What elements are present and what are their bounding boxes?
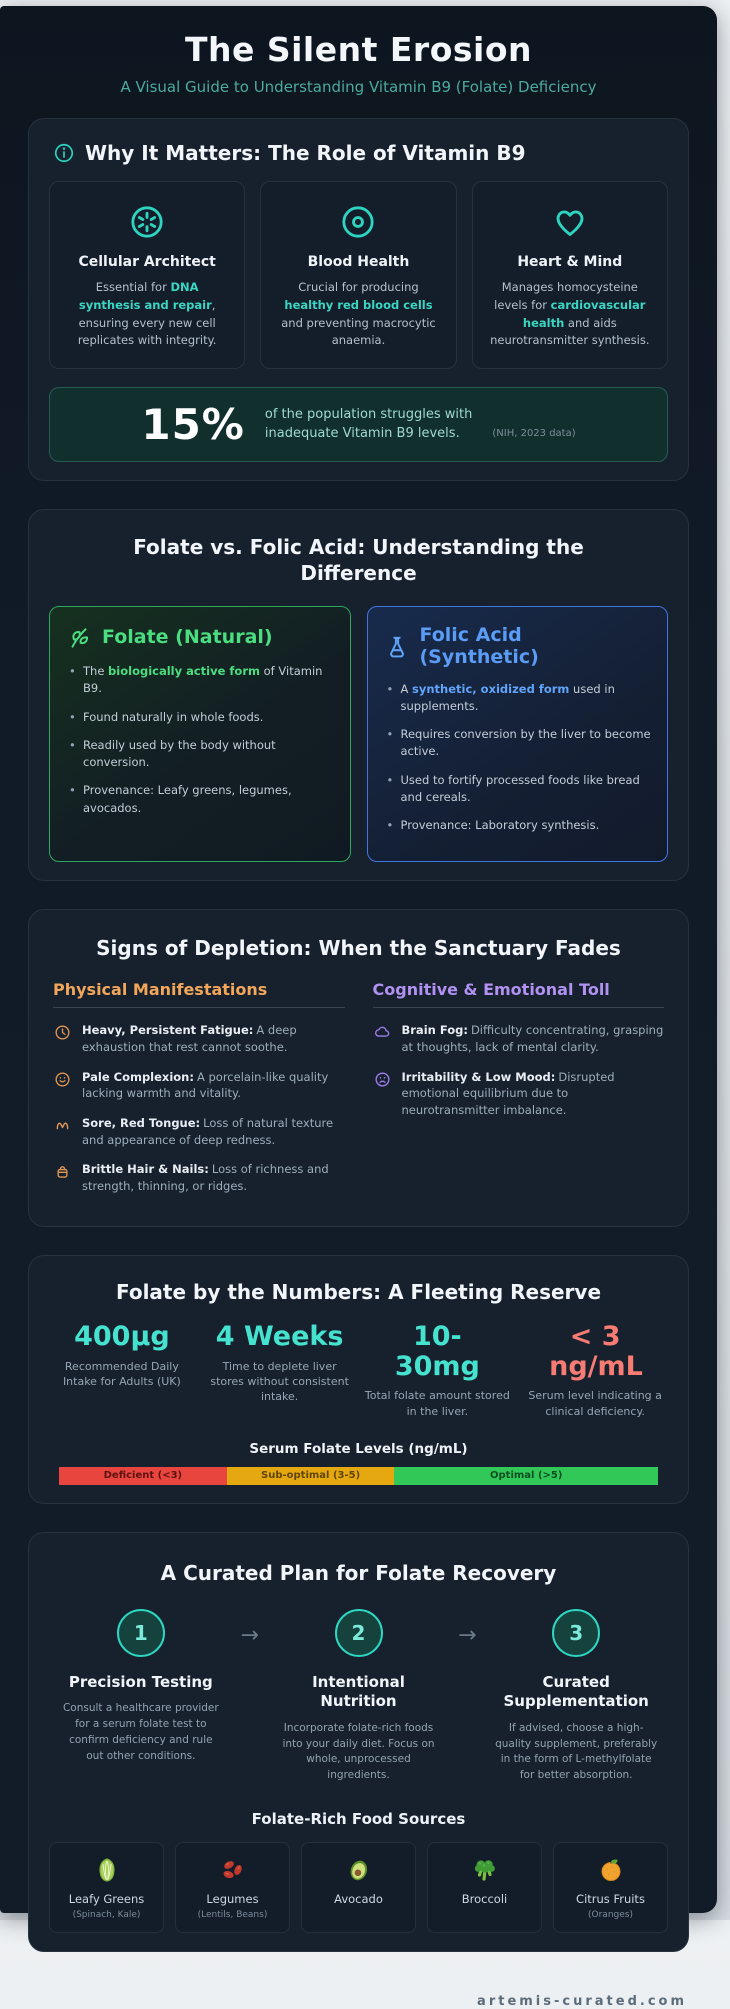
desc-text: and preventing macrocytic anaemia. bbox=[281, 315, 436, 348]
bullet-text: Readily used by the body without conversion. bbox=[83, 737, 276, 769]
arrow-right-icon: → bbox=[240, 1622, 259, 1648]
symptom-pale-complexion bbox=[53, 1069, 345, 1102]
bullet-item bbox=[384, 772, 652, 807]
food-name: Legumes bbox=[206, 1891, 259, 1906]
symptom-desc: A porcelain-like quality lacking warmth and vitality. bbox=[82, 1069, 329, 1101]
bullet-highlight: biologically active form bbox=[108, 664, 260, 678]
plan-steps bbox=[49, 1609, 668, 1784]
bullet-text: Used to fortify processed foods like bread and cereals. bbox=[400, 772, 640, 804]
bullet-text: The bbox=[83, 664, 109, 678]
section-folate-by-numbers bbox=[28, 1255, 689, 1504]
bullet-text: A bbox=[400, 681, 413, 696]
desc-text: Crucial for producing bbox=[298, 280, 419, 294]
versus-cards bbox=[49, 606, 668, 862]
cell-icon bbox=[127, 202, 167, 242]
food-sub: (Oranges) bbox=[588, 1909, 633, 1920]
bullet-text: used in supplements. bbox=[400, 681, 615, 713]
signs-heading: Signs of Depletion: When the Sanctuary Fades bbox=[96, 936, 621, 961]
bullet-text: Provenance: Laboratory synthesis. bbox=[400, 818, 600, 833]
food-card-legumes bbox=[175, 1842, 290, 1933]
folate-natural-title-row bbox=[66, 625, 334, 651]
site-watermark: artemis-curated.com bbox=[477, 1993, 687, 2009]
stat-label: Total folate amount stored in the liver. bbox=[364, 1389, 510, 1418]
food-cards bbox=[49, 1842, 668, 1933]
desc-highlight: healthy red blood cells bbox=[284, 297, 433, 312]
desc-text: Manages homocysteine levels for bbox=[494, 280, 638, 312]
infographic-panel bbox=[0, 6, 717, 2009]
step-intentional-nutrition bbox=[267, 1609, 451, 1784]
desc-text: and aids neurotransmitter synthesis. bbox=[490, 315, 650, 348]
leaf-branch-icon bbox=[66, 625, 92, 651]
page-footer bbox=[28, 1980, 689, 2009]
step-curated-supplementation bbox=[484, 1609, 668, 1784]
food-card-leafy-greens bbox=[49, 1842, 164, 1933]
stat-label: Serum level indicating a clinical deficiency. bbox=[528, 1389, 662, 1418]
legumes-icon bbox=[219, 1856, 247, 1884]
symptom-desc: Disrupted emotional equilibrium due to neurotransmitter imbalance. bbox=[401, 1069, 615, 1118]
food-sub: (Spinach, Kale) bbox=[72, 1909, 141, 1920]
heart-icon bbox=[550, 202, 590, 242]
blood-cell-icon bbox=[338, 202, 378, 242]
cloud-icon bbox=[373, 1023, 392, 1042]
plan-heading: A Curated Plan for Folate Recovery bbox=[160, 1560, 557, 1585]
step-desc: Incorporate folate-rich foods into your daily diet. Focus on whole, unprocessed ingredients. bbox=[282, 1721, 435, 1782]
scale-segment-deficient: Deficient (<3) bbox=[59, 1467, 227, 1485]
step-number-badge: 3 bbox=[552, 1609, 600, 1657]
step-title: Precision Testing bbox=[68, 1672, 213, 1691]
stat-value: 10-30mg bbox=[394, 1320, 480, 1382]
bullet-highlight: synthetic, oxidized form bbox=[412, 681, 570, 696]
role-card-blood bbox=[260, 181, 456, 369]
tongue-icon bbox=[53, 1116, 72, 1135]
step-number-badge: 1 bbox=[117, 1609, 165, 1657]
role-card-cellular bbox=[49, 181, 245, 369]
serum-scale-bar bbox=[59, 1467, 658, 1485]
role-card-desc bbox=[275, 279, 441, 350]
versus-heading: Folate vs. Folic Acid: Understanding the Difference bbox=[133, 535, 584, 585]
food-sub: (Lentils, Beans) bbox=[197, 1909, 268, 1920]
role-card-heart bbox=[472, 181, 668, 369]
symptom-irritability bbox=[373, 1069, 665, 1119]
broccoli-icon bbox=[471, 1856, 499, 1884]
symptom-desc: A deep exhaustion that rest cannot soothe. bbox=[82, 1023, 297, 1055]
symptom-label: Sore, Red Tongue: bbox=[82, 1116, 201, 1131]
sad-face-icon bbox=[373, 1070, 392, 1089]
symptom-fatigue bbox=[53, 1022, 345, 1055]
bullet-item bbox=[66, 663, 334, 698]
food-name: Citrus Fruits bbox=[576, 1891, 645, 1906]
folic-acid-title-row bbox=[384, 625, 652, 669]
symptom-desc: Difficulty concentrating, grasping at thoughts, lack of mental clarity. bbox=[401, 1023, 664, 1055]
role-card-title: Cellular Architect bbox=[78, 254, 216, 270]
folic-acid-synthetic-card bbox=[367, 606, 669, 862]
symptom-label: Heavy, Persistent Fatigue: bbox=[82, 1023, 254, 1038]
symptom-desc: Loss of natural texture and appearance of deep redness. bbox=[82, 1116, 334, 1147]
pale-face-icon bbox=[53, 1070, 72, 1089]
serum-scale-title: Serum Folate Levels (ng/mL) bbox=[249, 1440, 468, 1457]
stat-value: < 3 ng/mL bbox=[549, 1320, 643, 1382]
avocado-icon bbox=[345, 1856, 373, 1884]
step-precision-testing bbox=[49, 1609, 233, 1765]
stat-value: 4 Weeks bbox=[215, 1320, 344, 1352]
section-signs-of-depletion bbox=[28, 909, 689, 1226]
clock-icon bbox=[53, 1023, 72, 1042]
symptom-brain-fog bbox=[373, 1022, 665, 1055]
stat-depletion-time bbox=[207, 1322, 353, 1405]
scale-segment-optimal: Optimal (>5) bbox=[394, 1467, 658, 1485]
step-desc: Consult a healthcare provider for a serum folate test to confirm deficiency and rule out other conditions. bbox=[62, 1702, 219, 1762]
role-card-title: Blood Health bbox=[307, 254, 410, 270]
food-name: Leafy Greens bbox=[68, 1891, 145, 1906]
bullet-item bbox=[384, 681, 652, 716]
stat-label: Time to deplete liver stores without consistent intake. bbox=[210, 1359, 349, 1404]
foods-heading: Folate-Rich Food Sources bbox=[251, 1809, 466, 1828]
role-card-title: Heart & Mind bbox=[517, 254, 623, 270]
food-name: Broccoli bbox=[461, 1891, 508, 1906]
stat-value: 15% bbox=[141, 400, 245, 449]
symptom-desc: Loss of richness and strength, thinning, or ridges. bbox=[82, 1162, 329, 1194]
bullet-item bbox=[66, 709, 334, 726]
stat-deficiency-level bbox=[522, 1322, 668, 1419]
folate-natural-bullets bbox=[66, 663, 334, 817]
info-icon bbox=[53, 142, 75, 164]
symptom-label: Brain Fog: bbox=[401, 1023, 468, 1038]
desc-text: , ensuring every new cell replicates with integrity. bbox=[77, 297, 217, 348]
physical-column bbox=[53, 980, 345, 1207]
stat-liver-store bbox=[365, 1322, 511, 1419]
scale-segment-suboptimal: Sub-optimal (3-5) bbox=[227, 1467, 395, 1485]
symptom-brittle-hair-nails bbox=[53, 1161, 345, 1194]
role-card-desc bbox=[487, 279, 653, 350]
bullet-item bbox=[384, 726, 652, 761]
role-card-desc bbox=[64, 279, 230, 350]
why-heading: Why It Matters: The Role of Vitamin B9 bbox=[85, 141, 526, 165]
stat-caption bbox=[265, 406, 473, 444]
stats-row bbox=[49, 1322, 668, 1419]
role-cards bbox=[49, 181, 668, 369]
folic-acid-title: Folic Acid (Synthetic) bbox=[419, 624, 539, 668]
arrow-right-icon: → bbox=[458, 1622, 477, 1648]
cognitive-column bbox=[373, 980, 665, 1207]
folic-acid-bullets bbox=[384, 681, 652, 835]
flask-icon bbox=[384, 634, 410, 660]
desc-highlight: cardiovascular health bbox=[522, 297, 646, 330]
bullet-text: Found naturally in whole foods. bbox=[83, 709, 264, 724]
food-card-avocado bbox=[301, 1842, 416, 1933]
symptom-label: Brittle Hair & Nails: bbox=[82, 1162, 209, 1177]
stat-caption-line2: inadequate Vitamin B9 levels. bbox=[264, 425, 460, 441]
stat-daily-intake bbox=[49, 1322, 195, 1389]
bullet-item bbox=[66, 737, 334, 772]
step-number-badge: 2 bbox=[335, 1609, 383, 1657]
stat-label: Recommended Daily Intake for Adults (UK) bbox=[62, 1359, 181, 1388]
step-title: Curated Supplementation bbox=[503, 1672, 649, 1711]
symptom-sore-tongue bbox=[53, 1115, 345, 1148]
step-desc: If advised, choose a high-quality supplement, preferably in the form of L-methylfolate for better absorption. bbox=[495, 1721, 658, 1782]
cognitive-column-title: Cognitive & Emotional Toll bbox=[373, 980, 665, 1008]
folate-natural-card bbox=[49, 606, 351, 862]
population-stat-band bbox=[49, 387, 668, 462]
stat-caption-line1: of the population struggles with bbox=[264, 406, 473, 422]
leafy-greens-icon bbox=[93, 1856, 121, 1884]
section-why-it-matters bbox=[28, 118, 689, 481]
stat-value: 400µg bbox=[74, 1320, 170, 1352]
page-subtitle: A Visual Guide to Understanding Vitamin B9 (Folate) Deficiency bbox=[120, 78, 597, 96]
section-recovery-plan bbox=[28, 1532, 689, 1952]
signs-columns bbox=[53, 980, 664, 1207]
symptom-label: Pale Complexion: bbox=[82, 1069, 194, 1084]
desc-text: Essential for bbox=[95, 280, 171, 294]
page-header bbox=[28, 6, 689, 96]
bullet-text: Requires conversion by the liver to become active. bbox=[400, 727, 651, 759]
bag-icon bbox=[53, 1162, 72, 1181]
food-card-broccoli bbox=[427, 1842, 542, 1933]
physical-column-title: Physical Manifestations bbox=[53, 980, 345, 1008]
numbers-heading: Folate by the Numbers: A Fleeting Reserve bbox=[115, 1279, 602, 1304]
stat-source: (NIH, 2023 data) bbox=[492, 428, 576, 439]
bullet-item bbox=[66, 782, 334, 817]
food-card-citrus bbox=[553, 1842, 668, 1933]
page-title: The Silent Erosion bbox=[184, 30, 532, 69]
food-name: Avocado bbox=[334, 1891, 383, 1906]
symptom-label: Irritability & Low Mood: bbox=[401, 1069, 556, 1084]
section-folate-vs-folic bbox=[28, 509, 689, 881]
folate-natural-title: Folate (Natural) bbox=[102, 626, 273, 649]
step-title: Intentional Nutrition bbox=[312, 1672, 405, 1711]
bullet-text: of Vitamin B9. bbox=[83, 664, 323, 696]
desc-highlight: DNA synthesis and repair bbox=[78, 280, 212, 312]
citrus-icon bbox=[597, 1856, 625, 1884]
why-heading-row bbox=[53, 141, 668, 165]
bullet-item bbox=[384, 817, 652, 834]
bullet-text: Provenance: Leafy greens, legumes, avocados. bbox=[83, 783, 292, 815]
